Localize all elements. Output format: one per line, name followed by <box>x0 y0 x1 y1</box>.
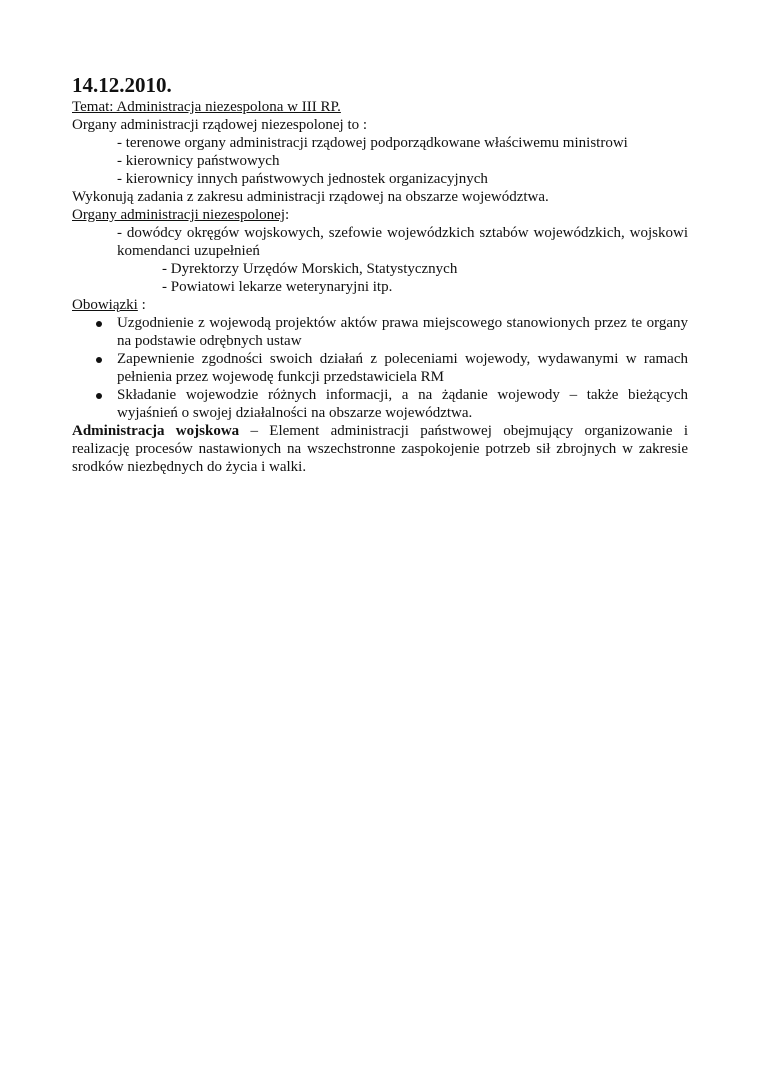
organs-subitem: - Powiatowi lekarze weterynaryjni itp. <box>162 279 393 295</box>
duties-heading-colon: : <box>137 297 146 313</box>
organs-subitem: - Dyrektorzy Urzędów Morskich, Statystycznych <box>162 261 458 277</box>
duties-heading-line <box>72 296 688 314</box>
duty-text: Uzgodnienie z wojewodą projektów aktów prawa miejscowego stanowionych przez te organy na podstawie odrębnych ustaw <box>117 315 688 349</box>
intro-item: - terenowe organy administracji rządowej podporządkowane właściwemu ministrowi <box>117 135 628 151</box>
intro-item: - kierownicy państwowych <box>117 153 280 169</box>
organs-heading-colon: : <box>285 207 290 223</box>
organs-heading: Organy administracji niezespolonej <box>72 207 285 223</box>
document-date: 14.12.2010. <box>72 73 172 97</box>
duty-text: Zapewnienie zgodności swoich działań z poleceniami wojewody, wydawanymi w ramach pełnienia przez wojewodę funkcji przedstawiciela RM <box>117 351 688 385</box>
bullet-icon <box>96 357 102 363</box>
tasks-text: Wykonują zadania z zakresu administracji rządowej na obszarze województwa. <box>72 189 549 205</box>
list-item <box>72 350 688 386</box>
intro-item: - kierownicy innych państwowych jednostek organizacyjnych <box>117 171 488 187</box>
topic-title: Temat: Administracja niezespolona w III RP. <box>72 99 341 115</box>
bullet-icon <box>96 393 102 399</box>
intro-text: Organy administracji rządowej niezespolonej to : <box>72 117 368 133</box>
duties-list <box>72 314 688 422</box>
definition-term: Administracja wojskowa <box>72 423 240 439</box>
definition-paragraph <box>72 422 688 476</box>
duties-heading: Obowiązki <box>72 297 138 313</box>
list-item <box>72 314 688 350</box>
list-item <box>72 386 688 422</box>
organs-heading-line <box>72 206 688 224</box>
organs-item-main: - dowódcy okręgów wojskowych, szefowie wojewódzkich sztabów wojewódzkich, wojskowi komendanci uzupełnień <box>117 225 688 259</box>
bullet-icon <box>96 321 102 327</box>
document-page <box>72 72 688 476</box>
definition-text: – Element administracji państwowej obejmujący organizowanie i realizację procesów nastawionych na wszechstronne zaspokojenie potrzeb sił zbrojnych w zakresie srodków niezbędnych do życia i walki. <box>72 423 688 475</box>
duty-text: Składanie wojewodzie różnych informacji, a na żądanie wojewody – także bieżących wyjaśnień o swojej działalności na obszarze województwa. <box>117 387 688 421</box>
